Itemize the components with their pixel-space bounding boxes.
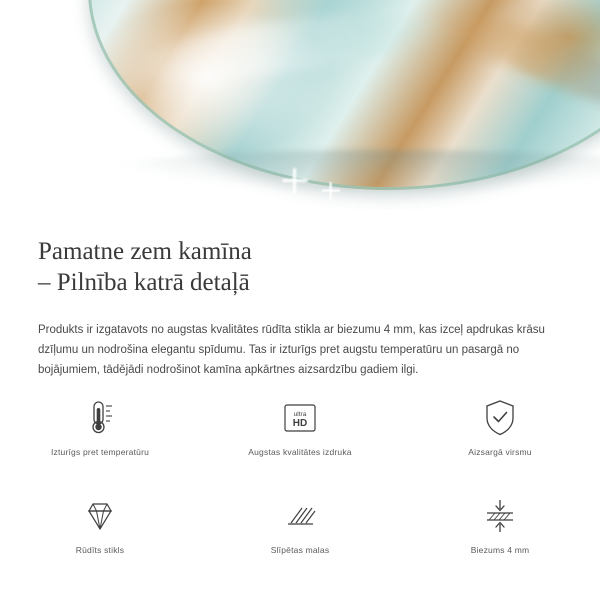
svg-text:HD: HD	[292, 418, 308, 429]
feature-item-temperature	[0, 390, 200, 476]
feature-item-print-quality	[200, 390, 400, 476]
page-title	[38, 236, 558, 298]
feature-grid	[0, 390, 600, 574]
feature-label: Biezums 4 mm	[470, 545, 530, 555]
shield-check-icon	[484, 398, 516, 438]
description-paragraph: Produkts ir izgatavots no augstas kvalitātes rūdīta stikla ar biezumu 4 mm, kas izceļ apdrukas krāsu dzīļumu un nodrošina elegantu spīdumu. Tas ir izturīgs pret augstu temperatūru un pasargā no bojājumiem, tādējādi nodrošinot kamīna apkārtnes aizsardzību gadiem ilgi.	[38, 324, 545, 376]
feature-item-polished-edges	[200, 488, 400, 574]
feature-label: Augstas kvalitātes izdruka	[248, 447, 352, 457]
feature-label: Slīpētas malas	[270, 545, 330, 555]
feature-label: Aizsargā virsmu	[468, 447, 532, 457]
text-content	[0, 210, 600, 380]
white-streak	[126, 0, 450, 94]
thickness-icon	[483, 496, 517, 536]
hero-image	[0, 0, 600, 210]
feature-item-tempered-glass	[0, 488, 200, 574]
feature-item-surface-protection	[400, 390, 600, 476]
thermometer-icon	[83, 398, 117, 438]
feature-label: Izturīgs pret temperatūru	[50, 447, 150, 457]
feature-item-thickness	[400, 488, 600, 574]
polished-edges-icon	[282, 496, 318, 536]
diamond-icon	[81, 496, 119, 536]
feature-label: Rūdīts stikls	[75, 545, 125, 555]
ultra-hd-icon	[281, 398, 319, 438]
title-line-2: – Pilnība katrā detaļā	[38, 269, 250, 296]
title-line-1: Pamatne zem kamīna	[38, 238, 252, 265]
svg-text:ultra: ultra	[293, 411, 307, 418]
disc-shadow	[96, 150, 600, 194]
gold-streak	[420, 0, 600, 133]
